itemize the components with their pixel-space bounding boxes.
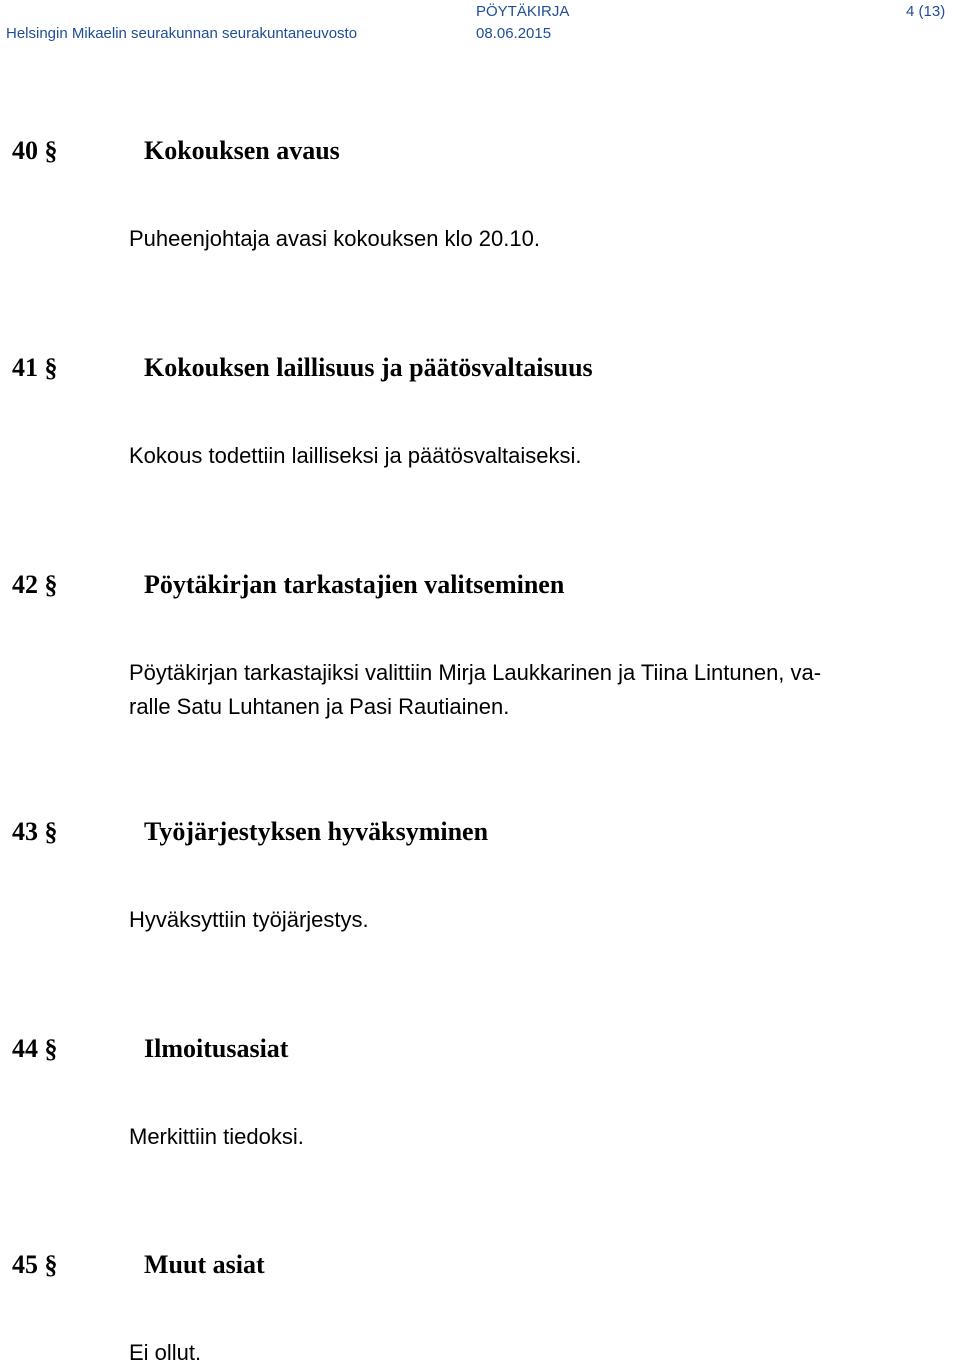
header-date: 08.06.2015: [476, 25, 552, 42]
section-number: 45 §: [12, 1250, 58, 1279]
section-number: 42 §: [12, 570, 58, 599]
section-title: Ilmoitusasiat: [144, 1034, 289, 1063]
header-document-type: PÖYTÄKIRJA: [476, 3, 570, 20]
header-organization: Helsingin Mikaelin seurakunnan seurakuntaneuvosto: [6, 25, 358, 42]
body-line: Kokous todettiin lailliseksi ja päätösvaltaiseksi.: [129, 443, 582, 468]
section-body: [129, 903, 929, 937]
section-number: 40 §: [12, 136, 58, 165]
body-line: Pöytäkirjan tarkastajiksi valittiin Mirja Laukkarinen ja Tiina Lintunen, va-: [129, 660, 822, 685]
section-body: [129, 1336, 929, 1370]
section-number: 44 §: [12, 1034, 58, 1063]
section-title: Muut asiat: [144, 1250, 265, 1279]
section-number: 41 §: [12, 353, 58, 382]
body-line: Hyväksyttiin työjärjestys.: [129, 907, 369, 932]
body-line: Merkittiin tiedoksi.: [129, 1124, 304, 1149]
section-number: 43 §: [12, 817, 58, 846]
section-body: [129, 222, 929, 256]
section-title: Kokouksen laillisuus ja päätösvaltaisuus: [144, 353, 593, 382]
section-body: [129, 656, 929, 724]
section-body: [129, 439, 929, 473]
header-page-number: 4 (13): [906, 3, 946, 20]
body-line: Puheenjohtaja avasi kokouksen klo 20.10.: [129, 226, 540, 251]
body-line: ralle Satu Luhtanen ja Pasi Rautiainen.: [129, 694, 510, 719]
section-title: Kokouksen avaus: [144, 136, 340, 165]
section-title: Pöytäkirjan tarkastajien valitseminen: [144, 570, 565, 599]
section-title: Työjärjestyksen hyväksyminen: [144, 817, 489, 846]
body-line: Ei ollut.: [129, 1340, 202, 1365]
section-body: [129, 1120, 929, 1154]
